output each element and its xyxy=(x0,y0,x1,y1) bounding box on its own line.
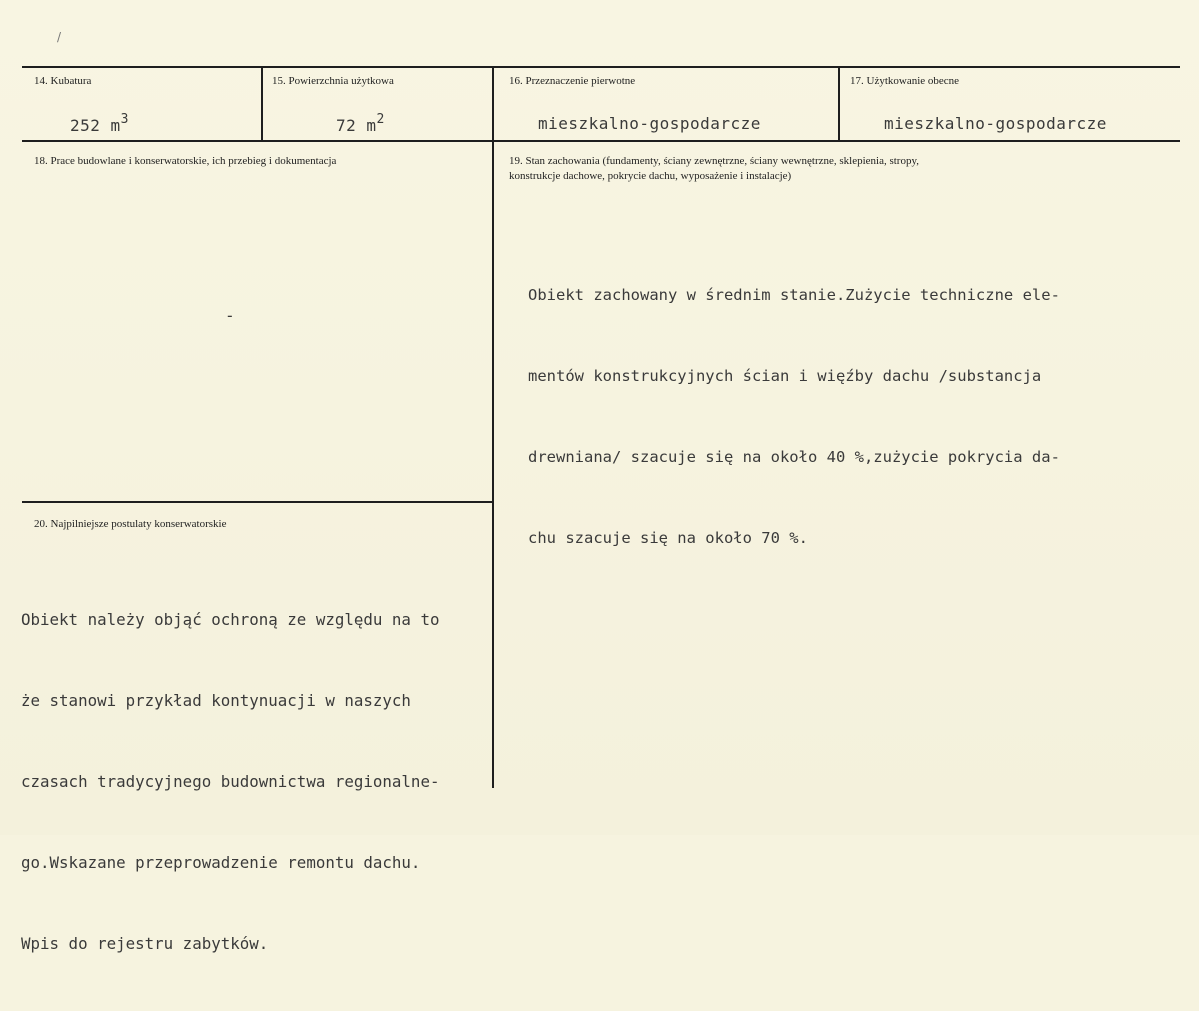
field-20-text xyxy=(21,552,439,1011)
section18-bottom-rule xyxy=(22,501,492,503)
field-15-value-text: 72 m xyxy=(336,116,377,135)
divider-16-17 xyxy=(838,66,840,142)
field-20-line: Wpis do rejestru zabytków. xyxy=(21,934,269,953)
field-14-value xyxy=(70,112,129,135)
field-19-line: Obiekt zachowany w średnim stanie.Zużycie techniczne ele- xyxy=(528,286,1060,304)
field-14-exponent: 3 xyxy=(120,112,129,127)
field-18-value: - xyxy=(225,306,236,325)
field-17-label: 17. Użytkowanie obecne xyxy=(850,75,960,87)
field-19-text xyxy=(528,228,1060,606)
top-rule xyxy=(22,66,1180,68)
field-19-line: drewniana/ szacuje się na około 40 %,zużycie pokrycia da- xyxy=(528,448,1060,466)
field-20-label: 20. Najpilniejsze postulaty konserwatorskie xyxy=(34,518,227,530)
divider-main xyxy=(492,66,494,788)
field-14-value-text: 252 m xyxy=(70,116,121,135)
field-19-label-line2: konstrukcje dachowe, pokrycie dachu, wyposażenie i instalacje) xyxy=(509,170,792,182)
field-14-label: 14. Kubatura xyxy=(34,75,92,87)
field-20-line: że stanowi przykład kontynuacji w naszych xyxy=(21,691,411,710)
stray-mark: / xyxy=(57,30,62,44)
field-16-label: 16. Przeznaczenie pierwotne xyxy=(509,75,636,87)
field-15-exponent: 2 xyxy=(376,112,385,127)
field-19-label-line1: 19. Stan zachowania (fundamenty, ściany zewnętrzne, ściany wewnętrzne, sklepienia, stropy, xyxy=(509,155,920,167)
field-19-line: chu szacuje się na około 70 %. xyxy=(528,529,808,547)
field-20-line: go.Wskazane przeprowadzenie remontu dachu. xyxy=(21,853,421,872)
field-20-line: czasach tradycyjnego budownictwa regionalne- xyxy=(21,772,440,791)
field-19-line: mentów konstrukcyjnych ścian i więźby dachu /substancja xyxy=(528,367,1042,385)
field-17-value: mieszkalno-gospodarcze xyxy=(884,114,1107,133)
field-18-label: 18. Prace budowlane i konserwatorskie, ich przebieg i dokumentacja xyxy=(34,155,337,167)
field-20-line: Obiekt należy objąć ochroną ze względu na to xyxy=(21,610,440,629)
field-16-value: mieszkalno-gospodarcze xyxy=(538,114,761,133)
field-15-label: 15. Powierzchnia użytkowa xyxy=(272,75,394,87)
row1-bottom-rule xyxy=(22,140,1180,142)
divider-14-15 xyxy=(261,66,263,142)
field-15-value xyxy=(336,112,385,135)
